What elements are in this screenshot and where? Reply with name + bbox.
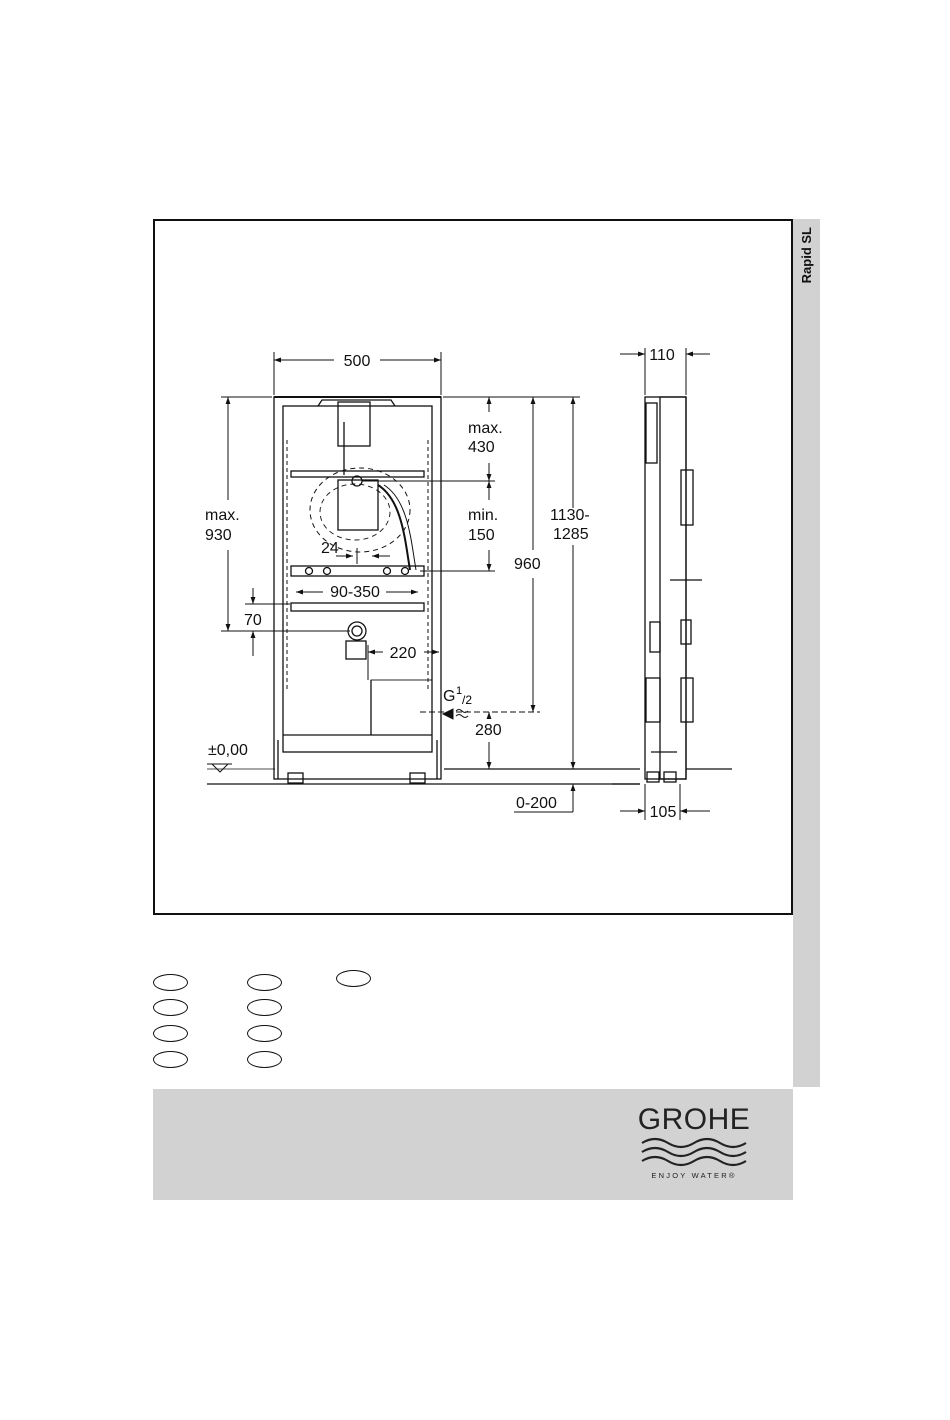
language-oval	[247, 1025, 282, 1042]
language-oval	[153, 1025, 188, 1042]
side-view	[645, 397, 702, 782]
wave-icon	[640, 1137, 748, 1167]
language-oval	[153, 999, 188, 1016]
language-oval	[247, 974, 282, 991]
dim-220: 220	[389, 645, 417, 662]
dim-90-350: 90-350	[330, 584, 380, 601]
dim-280: 280	[475, 722, 502, 739]
dim-500: 500	[343, 353, 371, 370]
dim-430: 430	[468, 439, 495, 456]
dim-min-150-label: min.	[468, 507, 499, 524]
dim-1285: 1285	[553, 526, 589, 543]
language-oval	[153, 1051, 188, 1068]
dim-g-sup: 1	[456, 685, 463, 697]
brand-tagline: ENJOY WATER®	[651, 1171, 737, 1180]
dim-105: 105	[649, 804, 677, 821]
dim-930: 930	[205, 527, 232, 544]
language-oval	[247, 1051, 282, 1068]
language-oval	[336, 970, 371, 987]
dim-max-430-label: max.	[468, 420, 503, 437]
dim-960: 960	[514, 556, 541, 573]
dim-24: 24	[321, 540, 339, 557]
dim-0-200: 0-200	[516, 795, 557, 812]
language-oval	[153, 974, 188, 991]
dim-zero-level: ±0,00	[208, 742, 248, 759]
dim-g-sub: /2	[462, 693, 473, 707]
dim-1130: 1130-	[550, 507, 590, 524]
dim-g-thread: G	[443, 688, 456, 705]
grohe-logo	[632, 1103, 756, 1183]
dim-150: 150	[468, 527, 495, 544]
dim-110: 110	[649, 347, 675, 364]
dim-70: 70	[244, 612, 262, 629]
language-oval	[247, 999, 282, 1016]
language-ovals	[153, 970, 453, 1070]
brand-wordmark: GROHE	[637, 1103, 751, 1136]
product-title-text: Rapid SL	[798, 227, 814, 284]
dim-max-930-label: max.	[205, 507, 240, 524]
